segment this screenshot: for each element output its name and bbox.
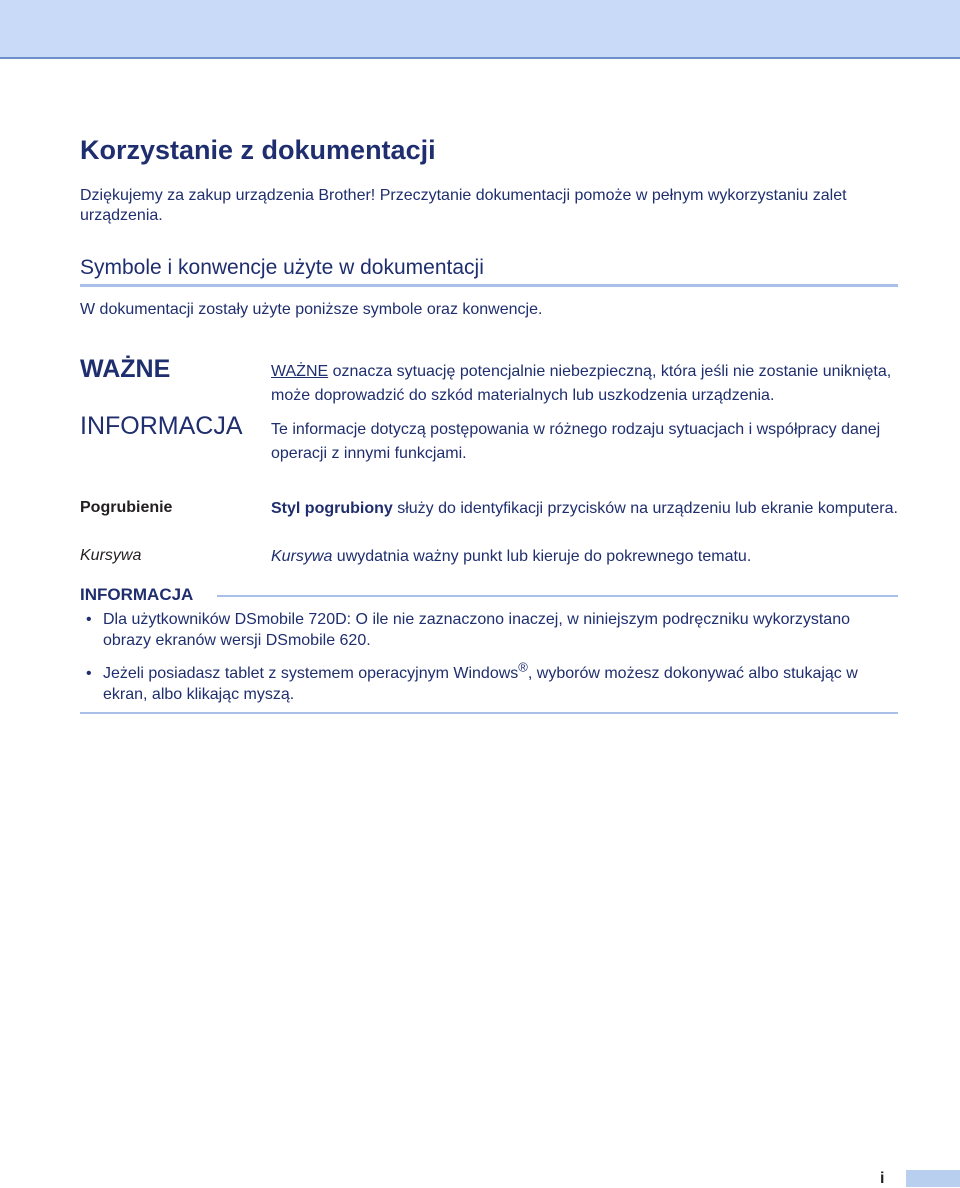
section-heading: Symbole i konwencje użyte w dokumentacji: [80, 256, 484, 279]
symbol-label-wazne: WAŻNE: [80, 355, 171, 383]
italic-style-example: Kursywa: [271, 548, 333, 565]
page-number: i: [880, 1170, 885, 1187]
section-intro: W dokumentacji zostały użyte poniższe symbole oraz konwencje.: [80, 301, 543, 318]
page-title: Korzystanie z dokumentacji: [80, 135, 436, 165]
convention-description-italic: [271, 547, 901, 567]
section-divider: [80, 284, 898, 287]
symbol-label-informacja: INFORMACJA: [80, 412, 243, 440]
note-item: [86, 659, 898, 705]
note-title: INFORMACJA: [80, 585, 194, 604]
intro-paragraph: Dziękujemy za zakup urządzenia Brother! Przeczytanie dokumentacji pomoże w pełnym wykorzystaniu zalet urządzenia.: [80, 187, 847, 224]
symbol-description-informacja: Te informacje dotyczą postępowania w różnego rodzaju sytuacjach i współpracy danej operacji z innymi funkcjami.: [271, 421, 881, 462]
note-item-text: Jeżeli posiadasz tablet z systemem operacyjnym Windows: [103, 665, 519, 682]
wazne-description-text: oznacza sytuację potencjalnie niebezpieczną, która jeśli nie zostanie uniknięta, może doprowadzić do szkód materialnych lub uszkodzenia urządzenia.: [271, 363, 892, 404]
page-number-tab: [906, 1170, 960, 1187]
wazne-keyword: WAŻNE: [271, 363, 329, 380]
bullet-icon: •: [86, 665, 92, 682]
note-top-divider: [217, 595, 898, 597]
header-band: [0, 0, 960, 59]
note-item-text-end: , wyborów możesz dokonywać albo stukając w ekran, albo klikając myszą.: [103, 665, 858, 703]
italic-description-text: uwydatnia ważny punkt lub kieruje do pokrewnego tematu.: [332, 548, 752, 565]
note-bottom-divider: [80, 712, 898, 714]
note-item-text: Dla użytkowników DSmobile 720D: O ile nie zaznaczono inaczej, w niniejszym podręczniku wykorzystano obrazy ekranów wersji DSmobile 620.: [103, 611, 850, 649]
note-list: [86, 609, 898, 717]
registered-mark: ®: [518, 659, 528, 675]
convention-label-bold: Pogrubienie: [80, 499, 173, 516]
convention-description-bold: [271, 499, 901, 519]
bullet-icon: •: [86, 611, 92, 628]
convention-label-italic: Kursywa: [80, 547, 142, 564]
symbol-description-wazne: [271, 360, 901, 408]
note-item: [86, 609, 898, 651]
bold-style-example: Styl pogrubiony: [271, 500, 393, 517]
bold-description-text: służy do identyfikacji przycisków na urządzeniu lub ekranie komputera.: [392, 500, 898, 517]
